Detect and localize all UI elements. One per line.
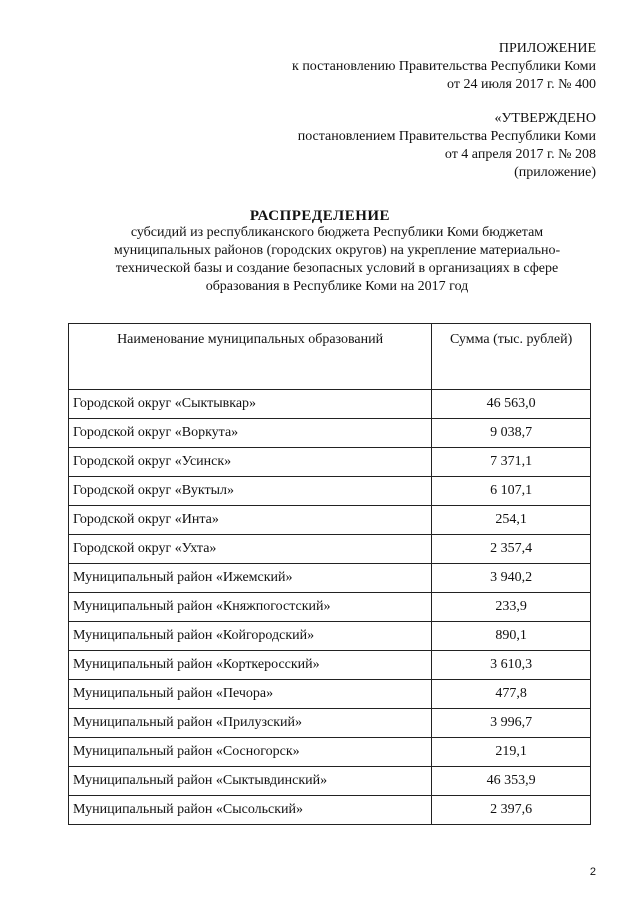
- municipality-name: Городской округ «Инта»: [69, 506, 432, 535]
- table-header-row: [69, 324, 591, 390]
- approved-date: от 4 апреля 2017 г. № 208: [444, 147, 596, 162]
- table-row: [69, 622, 591, 651]
- subsidy-amount: 233,9: [432, 593, 591, 622]
- subsidy-amount: 219,1: [432, 738, 591, 767]
- subsidy-amount: 6 107,1: [432, 477, 591, 506]
- municipality-name: Муниципальный район «Сыктывдинский»: [69, 767, 432, 796]
- table-row: [69, 680, 591, 709]
- appendix-header: [292, 40, 596, 94]
- subsidy-amount: 46 353,9: [432, 767, 591, 796]
- table-row: [69, 419, 591, 448]
- header-name: Наименование муниципальных образований: [69, 324, 432, 390]
- municipality-name: Муниципальный район «Ижемский»: [69, 564, 432, 593]
- page-number: 2: [589, 866, 596, 878]
- approved-resolution: постановлением Правительства Республики Коми: [297, 129, 596, 144]
- municipality-name: Городской округ «Усинск»: [69, 448, 432, 477]
- subsidy-amount: 254,1: [432, 506, 591, 535]
- municipality-name: Муниципальный район «Койгородский»: [69, 622, 432, 651]
- header-amount: Сумма (тыс. рублей): [432, 324, 591, 390]
- document-subtitle: [82, 224, 592, 296]
- table-row: [69, 651, 591, 680]
- municipality-name: Муниципальный район «Княжпогостский»: [69, 593, 432, 622]
- subsidy-amount: 2 397,6: [432, 796, 591, 825]
- municipality-name: Муниципальный район «Корткеросский»: [69, 651, 432, 680]
- table-row: [69, 564, 591, 593]
- table-row: [69, 448, 591, 477]
- table-row: [69, 390, 591, 419]
- subtitle-line: муниципальных районов (городских округов) на укрепление материально-: [113, 243, 561, 258]
- municipality-name: Муниципальный район «Печора»: [69, 680, 432, 709]
- appendix-label: ПРИЛОЖЕНИЕ: [498, 41, 596, 56]
- subsidy-amount: 3 940,2: [432, 564, 591, 593]
- table-row: [69, 738, 591, 767]
- subtitle-line: субсидий из республиканского бюджета Республики Коми бюджетам: [130, 225, 544, 240]
- appendix-date: от 24 июля 2017 г. № 400: [447, 77, 596, 92]
- subtitle-line: технической базы и создание безопасных условий в организациях в сфере: [115, 261, 559, 276]
- municipality-name: Городской округ «Вуктыл»: [69, 477, 432, 506]
- subsidy-amount: 9 038,7: [432, 419, 591, 448]
- municipality-name: Муниципальный район «Сосногорск»: [69, 738, 432, 767]
- subsidy-amount: 2 357,4: [432, 535, 591, 564]
- table-row: [69, 796, 591, 825]
- municipality-name: Муниципальный район «Прилузский»: [69, 709, 432, 738]
- subtitle-line: образования в Республике Коми на 2017 год: [205, 279, 469, 294]
- table-row: [69, 477, 591, 506]
- appendix-resolution: к постановлению Правительства Республики Коми: [292, 59, 596, 74]
- table-row: [69, 506, 591, 535]
- table-row: [69, 709, 591, 738]
- approved-note: (приложение): [514, 165, 596, 180]
- subsidy-amount: 3 610,3: [432, 651, 591, 680]
- table-row: [69, 535, 591, 564]
- subsidy-amount: 3 996,7: [432, 709, 591, 738]
- table-row: [69, 593, 591, 622]
- municipality-name: Городской округ «Сыктывкар»: [69, 390, 432, 419]
- approved-header: [298, 110, 596, 182]
- municipality-name: Городской округ «Ухта»: [69, 535, 432, 564]
- subsidy-amount: 7 371,1: [432, 448, 591, 477]
- distribution-table: [68, 323, 591, 825]
- municipality-name: Муниципальный район «Сысольский»: [69, 796, 432, 825]
- subsidy-amount: 890,1: [432, 622, 591, 651]
- subsidy-amount: 477,8: [432, 680, 591, 709]
- document-title: РАСПРЕДЕЛЕНИЕ: [249, 208, 391, 224]
- table-row: [69, 767, 591, 796]
- municipality-name: Городской округ «Воркута»: [69, 419, 432, 448]
- approved-label: «УТВЕРЖДЕНО: [494, 111, 596, 126]
- subsidy-amount: 46 563,0: [432, 390, 591, 419]
- table-body: [69, 390, 591, 825]
